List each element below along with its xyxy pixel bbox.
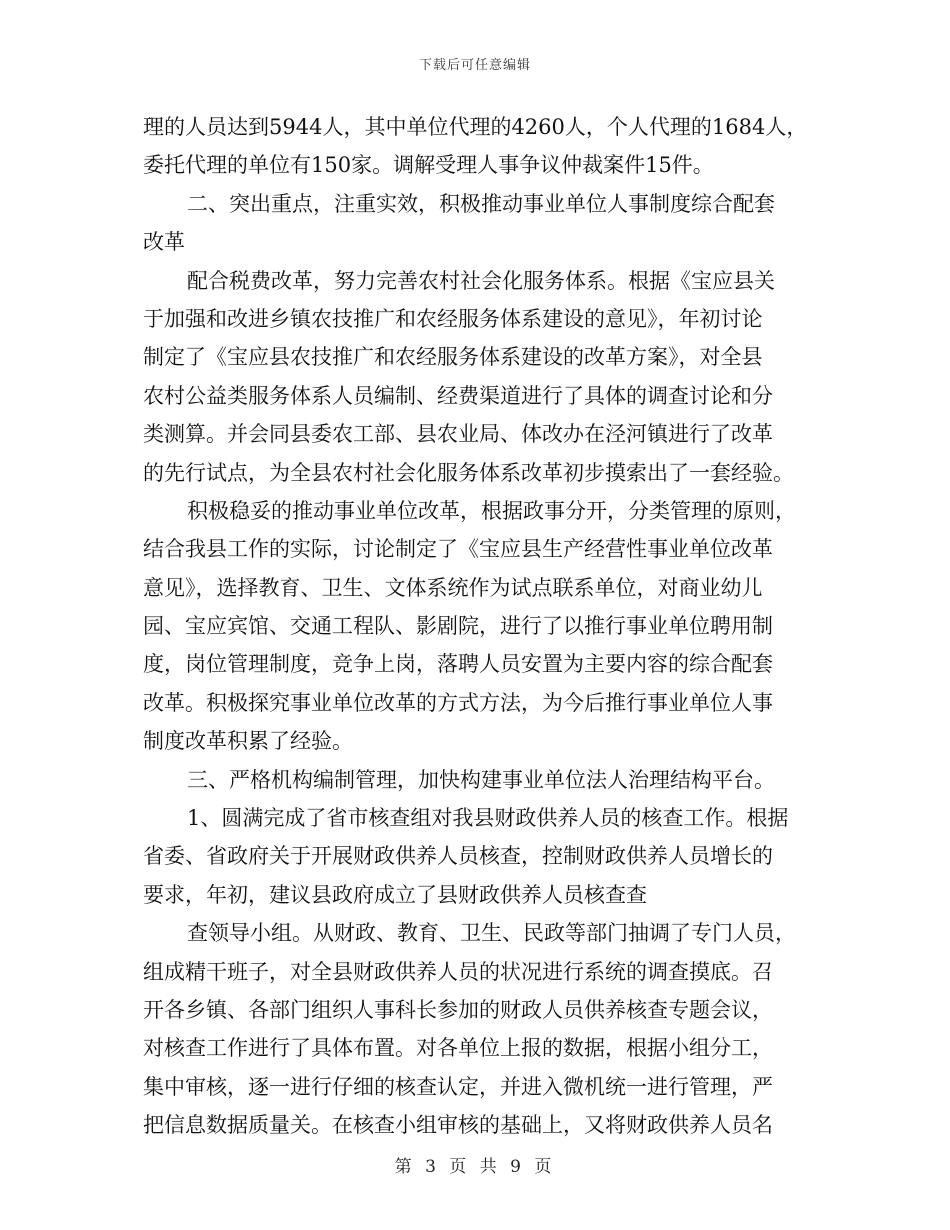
paragraph-start: 1、圆满完成了省市核查组对我县财政供养人员的核查工作。根据 <box>187 806 789 831</box>
text-line: 要求，年初，建议县政府成立了县财政供养人员核查查 <box>143 882 647 907</box>
page-number-footer: 第 3 页 共 9 页 <box>394 1157 556 1177</box>
text-line: 开各乡镇、各部门组织人事科长参加的财政人员供养核查专题会议， <box>143 997 773 1022</box>
paragraph-start: 查领导小组。从财政、教育、卫生、民政等部门抽调了专门人员， <box>187 921 796 946</box>
text-line: 省委、省政府关于开展财政供养人员核查，控制财政供养人员增长的 <box>143 844 773 869</box>
text-line: 园、宝应宾馆、交通工程队、影剧院，进行了以推行事业单位聘用制 <box>143 614 773 639</box>
text-line: 类测算。并会同县委农工部、县农业局、体改办在泾河镇进行了改革 <box>143 422 773 447</box>
section-heading: 三、严格机构编制管理，加快构建事业单位法人治理结构平台。 <box>187 767 775 792</box>
text-line: 组成精干班子，对全县财政供养人员的状况进行系统的调查摸底。召 <box>143 959 773 984</box>
text-line: 委托代理的单位有150家。调解受理人事争议仲裁案件15件。 <box>143 153 714 178</box>
text-line: 对核查工作进行了具体布置。对各单位上报的数据，根据小组分工， <box>143 1036 773 1061</box>
text-line: 改革。积极探究事业单位改革的方式方法，为今后推行事业单位人事 <box>143 690 773 715</box>
section-heading-continued: 改革 <box>143 230 185 255</box>
text-line: 度，岗位管理制度，竞争上岗，落聘人员安置为主要内容的综合配套 <box>143 652 773 677</box>
text-line: 把信息数据质量关。在核查小组审核的基础上，又将财政供养人员名 <box>143 1113 773 1138</box>
paragraph-start: 积极稳妥的推动事业单位改革，根据政事分开，分类管理的原则， <box>187 498 796 523</box>
section-heading: 二、突出重点，注重实效，积极推动事业单位人事制度综合配套 <box>187 191 775 216</box>
document-body <box>143 108 809 1145</box>
page-header: 下载后可任意编辑 <box>418 58 531 73</box>
text-line: 制定了《宝应县农技推广和农经服务体系建设的改革方案》，对全县 <box>143 345 763 370</box>
text-line: 结合我县工作的实际，讨论制定了《宝应县生产经营性事业单位改革 <box>143 537 773 562</box>
text-line: 的先行试点，为全县农村社会化服务体系改革初步摸索出了一套经验。 <box>143 460 794 485</box>
text-line: 意见》，选择教育、卫生、文体系统作为试点联系单位，对商业幼儿 <box>143 575 763 600</box>
paragraph-start: 配合税费改革，努力完善农村社会化服务体系。根据《宝应县关 <box>187 268 775 293</box>
text-line: 制度改革积累了经验。 <box>143 729 353 754</box>
text-line: 理的人员达到5944人，其中单位代理的4260人，个人代理的1684人， <box>143 115 808 139</box>
text-line: 于加强和改进乡镇农技推广和农经服务体系建设的意见》，年初讨论 <box>143 306 763 331</box>
text-line: 集中审核，逐一进行仔细的核查认定，并进入微机统一进行管理，严 <box>143 1074 773 1099</box>
text-line: 农村公益类服务体系人员编制、经费渠道进行了具体的调查讨论和分 <box>143 383 773 408</box>
